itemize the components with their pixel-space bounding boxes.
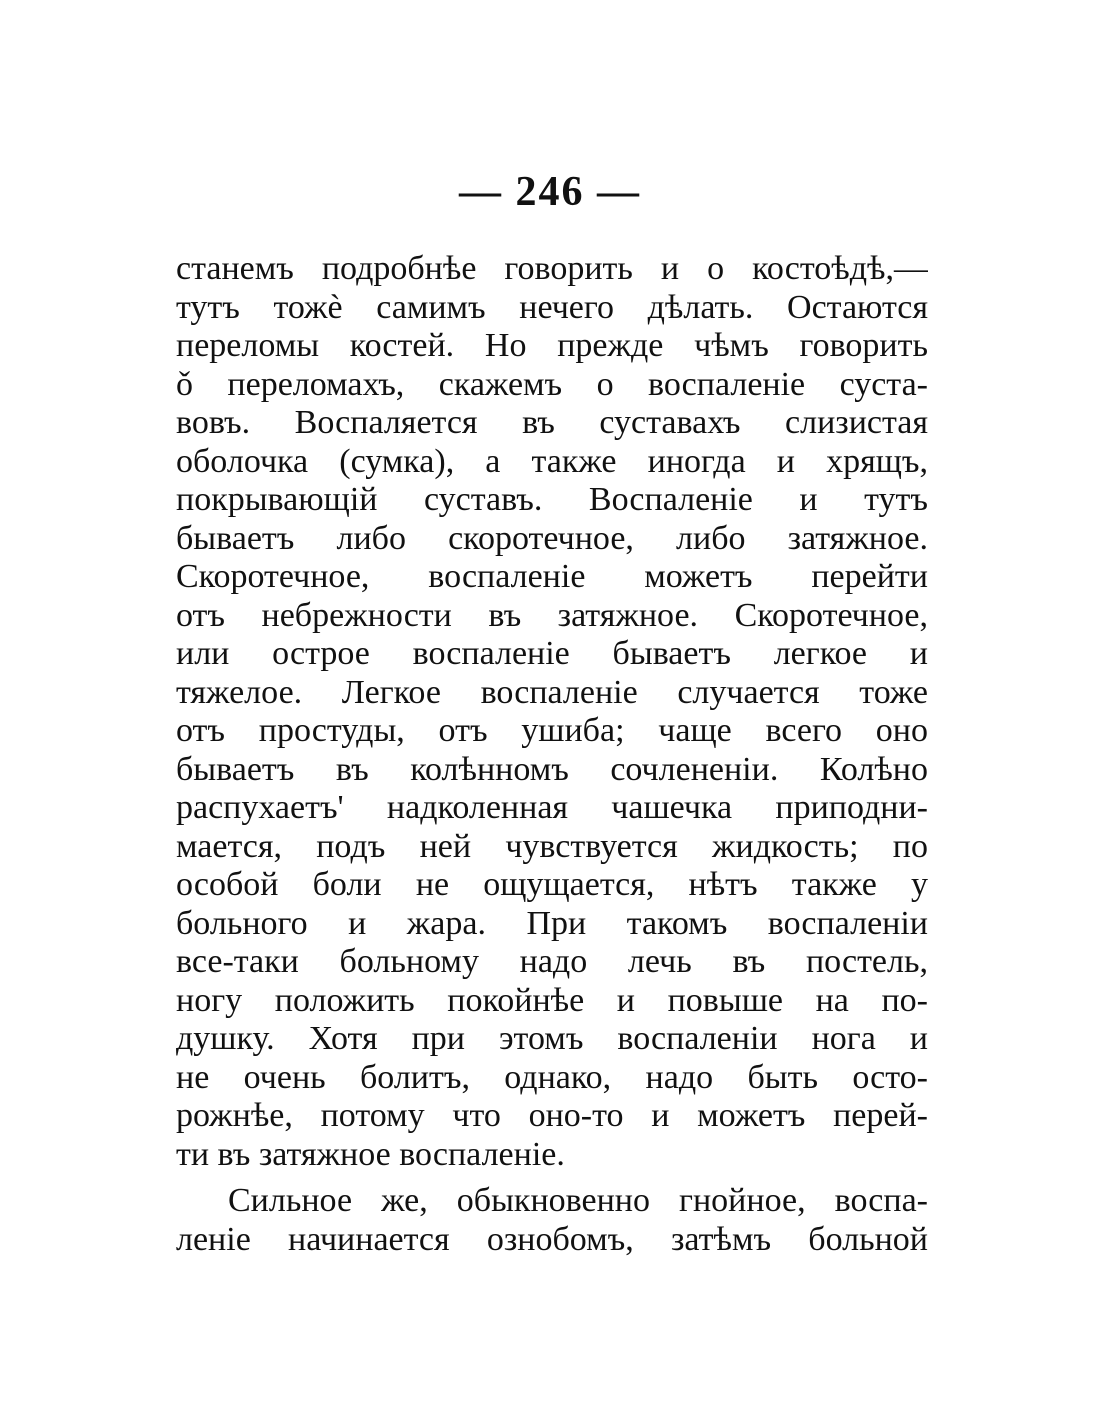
- text-line: все-таки больному надо лечь въ постель,: [176, 943, 928, 980]
- text-line: ти въ затяжное воспаленіе.: [176, 1135, 565, 1173]
- text-line: вовъ. Воспаляется въ суставахъ слизистая: [176, 404, 928, 441]
- text-line: распухаетъ' надколенная чашечка приподни-: [176, 789, 928, 826]
- text-line: Скоротечное, воспаленіе можетъ перейти: [176, 558, 928, 595]
- text-line: покрывающій суставъ. Воспаленіе и тутъ: [176, 481, 928, 518]
- text-line: оболочка (сумка), а также иногда и хрящъ,: [176, 442, 928, 480]
- text-line: ногу положить покойнѣе и повыше на по-: [176, 981, 928, 1019]
- text-line: Сильное же, обыкновенно гнойное, воспа-: [228, 1182, 928, 1219]
- text-line: ǒ переломахъ, скажемъ о воспаленіе суста-: [176, 365, 928, 403]
- text-line: бываетъ либо скоротечное, либо затяжное.: [176, 519, 928, 557]
- text-line: леніе начинается ознобомъ, затѣмъ больной: [176, 1220, 928, 1258]
- text-line: станемъ подробнѣе говорить и о костоѣдѣ,—: [176, 250, 928, 287]
- text-line: особой боли не ощущается, нѣтъ также у: [176, 866, 928, 903]
- paragraph-1: [176, 250, 928, 1174]
- page-number: — 246 —: [459, 169, 641, 215]
- text-line: душку. Хотя при этомъ воспаленіи нога и: [176, 1020, 928, 1057]
- text-line: больного и жара. При такомъ воспаленіи: [176, 904, 928, 942]
- text-line: отъ небрежности въ затяжное. Скоротечное,: [176, 596, 928, 634]
- text-line: бываетъ въ колѣнномъ сочлененіи. Колѣно: [176, 750, 928, 788]
- paragraph-2: [176, 1182, 928, 1259]
- text-line: переломы костей. Но прежде чѣмъ говорить: [176, 327, 928, 364]
- text-line: тутъ тожѐ самимъ нечего дѣлать. Остаются: [176, 288, 928, 326]
- body-text: [176, 250, 928, 1259]
- text-line: или острое воспаленіе бываетъ легкое и: [176, 635, 928, 672]
- text-line: тяжелое. Легкое воспаленіе случается тоже: [176, 673, 928, 711]
- text-line: мается, подъ ней чувствуется жидкость; по: [176, 827, 928, 865]
- text-line: отъ простуды, отъ ушиба; чаще всего оно: [176, 712, 928, 749]
- text-line: рожнѣе, потому что оно-то и можетъ перей-: [176, 1097, 928, 1134]
- text-line: не очень болитъ, однако, надо быть осто-: [176, 1058, 928, 1096]
- paragraph-gap: [176, 1174, 928, 1182]
